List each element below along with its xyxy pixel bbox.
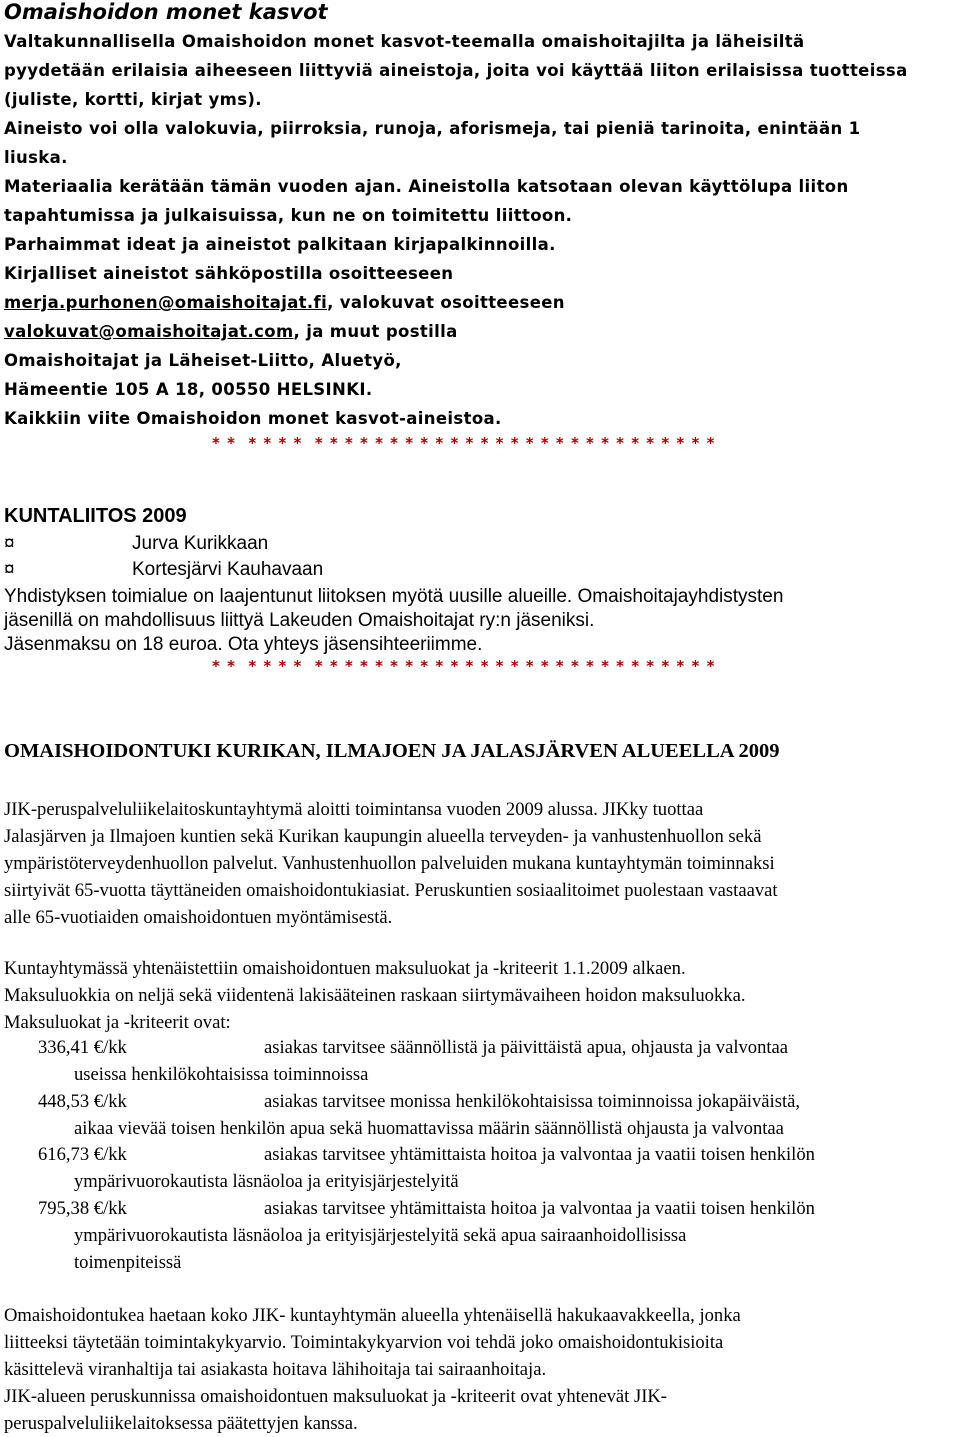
star-divider: * * * * * * * * * * * * * * * * * * * * * * * * * * * * * * * * * bbox=[212, 657, 716, 675]
text-line: JIK-peruspalveluliikelaitoskuntayhtymä aloitti toimintansa vuoden 2009 alussa. JIKky tuottaa bbox=[4, 799, 704, 820]
text-line: tapahtumissa ja julkaisuissa, kun ne on toimitettu liittoon. bbox=[4, 206, 573, 225]
text-line: Omaishoidontukea haetaan koko JIK- kuntayhtymän alueella yhtenäisellä hakukaavakkeella, jonka bbox=[4, 1305, 741, 1326]
text-line: peruspalveluliikelaitoksessa päätettyjen kanssa. bbox=[4, 1413, 358, 1434]
text-line: alle 65-vuotiaiden omaishoidontuen myöntämisestä. bbox=[4, 907, 393, 928]
section-heading: OMAISHOIDONTUKI KURIKAN, ILMAJOEN JA JALASJÄRVEN ALUEELLA 2009 bbox=[4, 740, 780, 762]
text-line: Jäsenmaksu on 18 euroa. Ota yhteys jäsensihteeriimme. bbox=[4, 634, 483, 655]
fee-amount: 336,41 €/kk bbox=[38, 1037, 127, 1058]
text-line: Parhaimmat ideat ja aineistot palkitaan kirjapalkinnoilla. bbox=[4, 235, 556, 254]
text-line: liuska. bbox=[4, 148, 68, 167]
fee-amount: 448,53 €/kk bbox=[38, 1091, 127, 1112]
text-line: käsittelevä viranhaltija tai asiakasta hoitava lähihoitaja tai sairaanhoitaja. bbox=[4, 1359, 547, 1380]
email-link-valokuvat[interactable]: valokuvat@omaishoitajat.com bbox=[4, 322, 294, 341]
text-line: liitteeksi täytetään toimintakykyarvio. Toimintakykyarvion voi tehdä joko omaishoidontukisioita bbox=[4, 1332, 724, 1353]
bullet-icon: ¤ bbox=[4, 559, 15, 580]
text-line: Materiaalia kerätään tämän vuoden ajan. Aineistolla katsotaan olevan käyttölupa liiton bbox=[4, 177, 849, 196]
address-line: Hämeentie 105 A 18, 00550 HELSINKI. bbox=[4, 380, 373, 399]
text-line: JIK-alueen peruskunnissa omaishoidontuen maksuluokat ja -kriteerit ovat yhtenevät JIK- bbox=[4, 1386, 668, 1407]
text-line: Maksuluokkia on neljä sekä viidentenä lakisääteinen raskaan siirtymävaiheen hoidon maksuluokka. bbox=[4, 985, 746, 1006]
text-line: Jalasjärven ja Ilmajoen kuntien sekä Kurikan kaupungin alueella terveyden- ja vanhustenhuollon sekä bbox=[4, 826, 762, 847]
section-title: Omaishoidon monet kasvot bbox=[4, 0, 328, 24]
text-line: (juliste, kortti, kirjat yms). bbox=[4, 90, 262, 109]
address-line: Kaikkiin viite Omaishoidon monet kasvot-aineistoa. bbox=[4, 409, 502, 428]
email-line bbox=[4, 320, 458, 344]
text-line: Valtakunnallisella Omaishoidon monet kasvot-teemalla omaishoitajilta ja läheisiltä bbox=[4, 32, 805, 51]
email-suffix: , valokuvat osoitteeseen bbox=[327, 293, 565, 312]
text-line: pyydetään erilaisia aiheeseen liittyviä aineistoja, joita voi käyttää liiton erilaisissa tuotteissa bbox=[4, 61, 908, 80]
fee-description: asiakas tarvitsee monissa henkilökohtaisissa toiminnoissa jokapäiväistä, bbox=[264, 1091, 801, 1112]
fee-description-cont: ympärivuorokautista läsnäoloa ja erityisjärjestelyitä sekä apua sairaanhoidollisissa bbox=[74, 1225, 687, 1246]
address-line: Omaishoitajat ja Läheiset-Liitto, Aluetyö, bbox=[4, 351, 402, 370]
fee-description-cont: useissa henkilökohtaisissa toiminnoissa bbox=[74, 1064, 369, 1085]
section-heading: KUNTALIITOS 2009 bbox=[4, 505, 187, 527]
bullet-icon: ¤ bbox=[4, 533, 15, 554]
fee-description-cont: ympärivuorokautista läsnäoloa ja erityisjärjestelyitä bbox=[74, 1171, 459, 1192]
fee-description: asiakas tarvitsee yhtämittaista hoitoa ja valvontaa ja vaatii toisen henkilön bbox=[264, 1198, 815, 1219]
text-line: jäsenillä on mahdollisuus liittyä Lakeuden Omaishoitajat ry:n jäseniksi. bbox=[4, 610, 595, 631]
bullet-item: Kortesjärvi Kauhavaan bbox=[132, 559, 324, 580]
text-line: Kirjalliset aineistot sähköpostilla osoitteeseen bbox=[4, 264, 454, 283]
bullet-item: Jurva Kurikkaan bbox=[132, 533, 269, 554]
email-link-merja[interactable]: merja.purhonen@omaishoitajat.fi bbox=[4, 293, 328, 312]
text-line: Aineisto voi olla valokuvia, piirroksia, runoja, aforismeja, tai pieniä tarinoita, enintään 1 bbox=[4, 119, 861, 138]
text-line: Kuntayhtymässä yhtenäistettiin omaishoidontuen maksuluokat ja -kriteerit 1.1.2009 alkaen. bbox=[4, 958, 686, 979]
fee-description-cont: aikaa vievää toisen henkilön apua sekä huomattavissa määrin säännöllistä ohjausta ja valvontaa bbox=[74, 1118, 784, 1139]
text-line: siirtyivät 65-vuotta täyttäneiden omaishoidontukiasiat. Peruskuntien sosiaalitoimet puolestaan vastaavat bbox=[4, 880, 778, 901]
fee-amount: 795,38 €/kk bbox=[38, 1198, 127, 1219]
text-line: ympäristöterveydenhuollon palvelut. Vanhustenhuollon palveluiden mukana kuntayhtymän toiminnaksi bbox=[4, 853, 775, 874]
fee-amount: 616,73 €/kk bbox=[38, 1144, 127, 1165]
email-line bbox=[4, 291, 565, 315]
email-suffix: , ja muut postilla bbox=[293, 322, 458, 341]
fee-description: asiakas tarvitsee yhtämittaista hoitoa ja valvontaa ja vaatii toisen henkilön bbox=[264, 1144, 815, 1165]
fee-description: asiakas tarvitsee säännöllistä ja päivittäistä apua, ohjausta ja valvontaa bbox=[264, 1037, 789, 1058]
text-line: Maksuluokat ja -kriteerit ovat: bbox=[4, 1012, 231, 1033]
star-divider: * * * * * * * * * * * * * * * * * * * * * * * * * * * * * * * * * bbox=[212, 434, 716, 452]
text-line: Yhdistyksen toimialue on laajentunut liitoksen myötä uusille alueille. Omaishoitajayhdistysten bbox=[4, 586, 784, 607]
fee-description-cont: toimenpiteissä bbox=[74, 1252, 182, 1273]
